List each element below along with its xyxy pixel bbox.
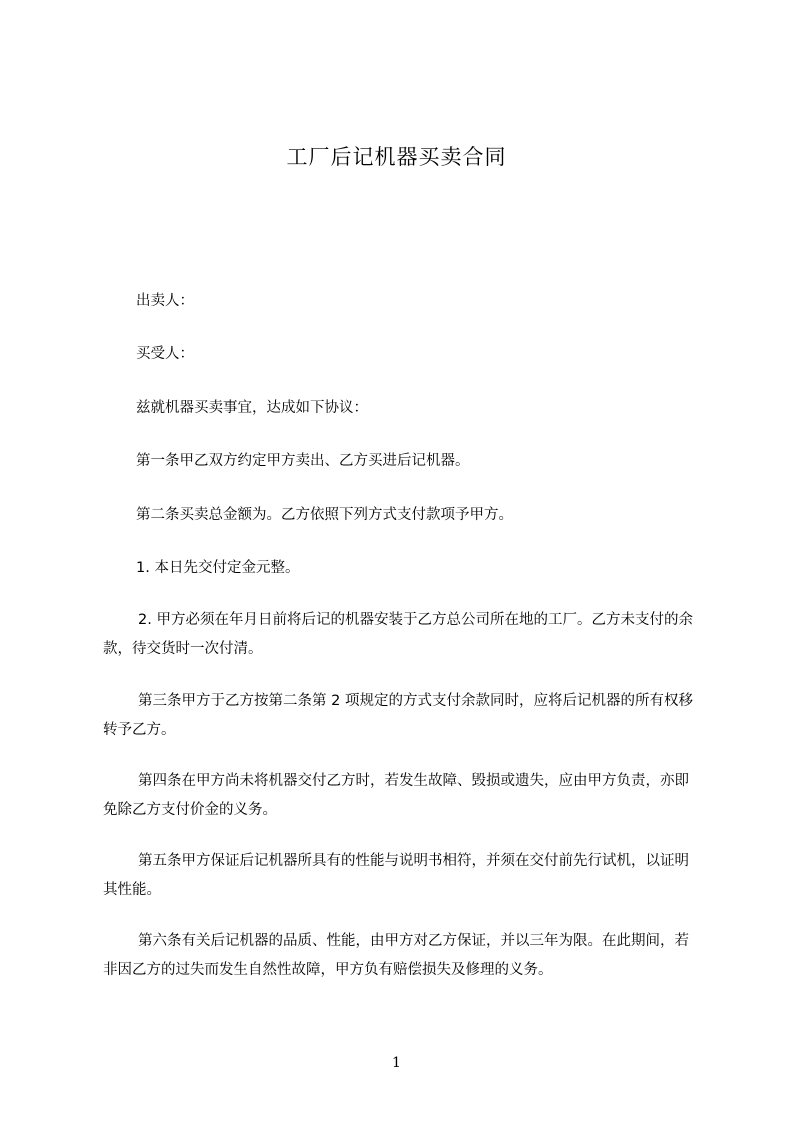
article-1: 第一条甲乙双方约定甲方卖出、乙方买进后记机器。: [136, 453, 470, 469]
article-6: 第六条有关后记机器的品质、性能，由甲方对乙方保证，并以三年为限。在此期间，若非因乙方的过失而发生自然性故障，甲方负有赔偿损失及修理的义务。: [103, 933, 689, 978]
page-title: 工厂后记机器买卖合同: [286, 145, 507, 169]
seller-line: 出卖人：: [136, 293, 194, 309]
article-2-item-1: 1. 本日先交付定金元整。: [136, 560, 300, 576]
buyer-line: 买受人：: [136, 346, 194, 362]
article-5: 第五条甲方保证后记机器所具有的性能与说明书相符，并须在交付前先行试机，以证明其性能。: [103, 853, 689, 898]
article-2: 第二条买卖总金额为。乙方依照下列方式支付款项予甲方。: [136, 507, 513, 523]
page-number: 1: [392, 1055, 401, 1071]
agreement-intro: 兹就机器买卖事宜，达成如下协议：: [136, 400, 368, 416]
article-3: 第三条甲方于乙方按第二条第 2 项规定的方式支付余款同时，应将后记机器的所有权移转予乙方。: [103, 693, 693, 738]
article-4: 第四条在甲方尚未将机器交付乙方时，若发生故障、毁损或遗失，应由甲方负责，亦即免除乙方支付价金的义务。: [103, 773, 689, 818]
article-2-item-2: 2. 甲方必须在年月日前将后记的机器安装于乙方总公司所在地的工厂。乙方未支付的余款，待交货时一次付清。: [103, 612, 693, 657]
